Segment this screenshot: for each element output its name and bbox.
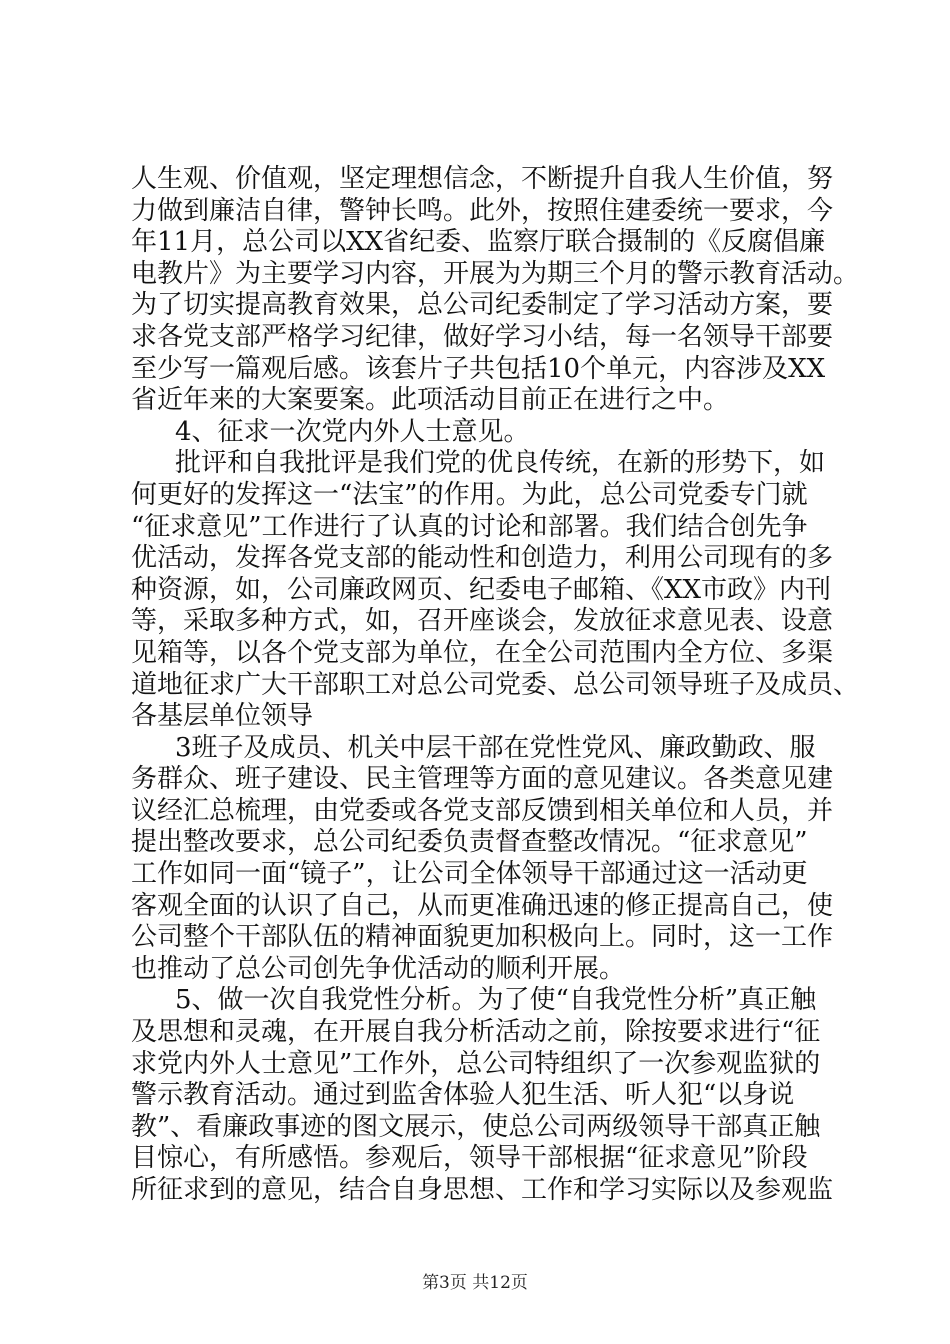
- text-line: 为了切实提高教育效果，总公司纪委制定了学习活动方案，要: [131, 290, 834, 321]
- text-line: 优活动，发挥各党支部的能动性和创造力，利用公司现有的多: [131, 543, 834, 574]
- text-line: 所征求到的意见，结合自身思想、工作和学习实际以及参观监: [131, 1175, 834, 1205]
- text-line: 年11月，总公司以XX省纪委、监察厅联合摄制的《反腐倡廉: [131, 227, 826, 258]
- text-line: 等，采取多种方式，如，召开座谈会，发放征求意见表、设意: [131, 606, 834, 637]
- section-heading: 4、征求一次党内外人士意见。: [175, 416, 530, 447]
- section-heading: 5、做一次自我党性分析。为了使“自我党性分析”真正触: [175, 985, 817, 1016]
- text-line: 各基层单位领导: [131, 701, 314, 732]
- text-line: 及思想和灵魂，在开展自我分析活动之前，除按要求进行“征: [131, 1017, 821, 1048]
- text-line: 务群众、班子建设、民主管理等方面的意见建议。各类意见建: [131, 764, 834, 795]
- text-line: 议经汇总梳理，由党委或各党支部反馈到相关单位和人员，并: [131, 795, 834, 826]
- text-line: “征求意见”工作进行了认真的讨论和部署。我们结合创先争: [131, 511, 808, 542]
- text-line: 3班子及成员、机关中层干部在党性党风、廉政勤政、服: [175, 732, 816, 763]
- text-line: 也推动了总公司创先争优活动的顺利开展。: [131, 953, 626, 984]
- page-number-label: 第3页 共12页: [422, 1273, 528, 1293]
- text-line: 道地征求广大干部职工对总公司党委、总公司领导班子及成员、: [131, 669, 860, 700]
- document-body: [131, 164, 860, 1207]
- text-line: 电教片》为主要学习内容，开展为为期三个月的警示教育活动。: [131, 258, 860, 289]
- text-line: 见箱等，以各个党支部为单位，在全公司范围内全方位、多渠: [131, 637, 834, 668]
- text-line: 省近年来的大案要案。此项活动目前正在进行之中。: [131, 385, 730, 416]
- text-line: 至少写一篇观后感。该套片子共包括10个单元，内容涉及XX: [131, 353, 826, 384]
- text-line: 力做到廉洁自律，警钟长鸣。此外，按照住建委统一要求，今: [131, 195, 834, 226]
- text-line: 人生观、价值观，坚定理想信念，不断提升自我人生价值，努: [131, 164, 834, 194]
- page-footer: [0, 1268, 950, 1293]
- text-line: 批评和自我批评是我们党的优良传统，在新的形势下，如: [175, 448, 826, 479]
- text-line: 种资源，如，公司廉政网页、纪委电子邮箱、《XX市政》内刊: [131, 574, 832, 605]
- text-line: 警示教育活动。通过到监舍体验人犯生活、听人犯“以身说: [131, 1080, 795, 1111]
- text-line: 公司整个干部队伍的精神面貌更加积极向上。同时，这一工作: [131, 922, 834, 953]
- text-line: 提出整改要求，总公司纪委负责督查整改情况。“征求意见”: [131, 827, 808, 858]
- text-line: 客观全面的认识了自己，从而更准确迅速的修正提高自己，使: [131, 890, 834, 921]
- text-line: 求党内外人士意见”工作外，总公司特组织了一次参观监狱的: [131, 1048, 821, 1079]
- text-line: 目惊心，有所感悟。参观后，领导干部根据“征求意见”阶段: [131, 1143, 808, 1174]
- text-line: 求各党支部严格学习纪律，做好学习小结，每一名领导干部要: [131, 321, 834, 352]
- text-line: 何更好的发挥这一“法宝”的作用。为此，总公司党委专门就: [131, 479, 808, 510]
- text-line: 教”、看廉政事迹的图文展示，使总公司两级领导干部真正触: [131, 1111, 821, 1142]
- text-line: 工作如同一面“镜子”，让公司全体领导干部通过这一活动更: [131, 859, 808, 890]
